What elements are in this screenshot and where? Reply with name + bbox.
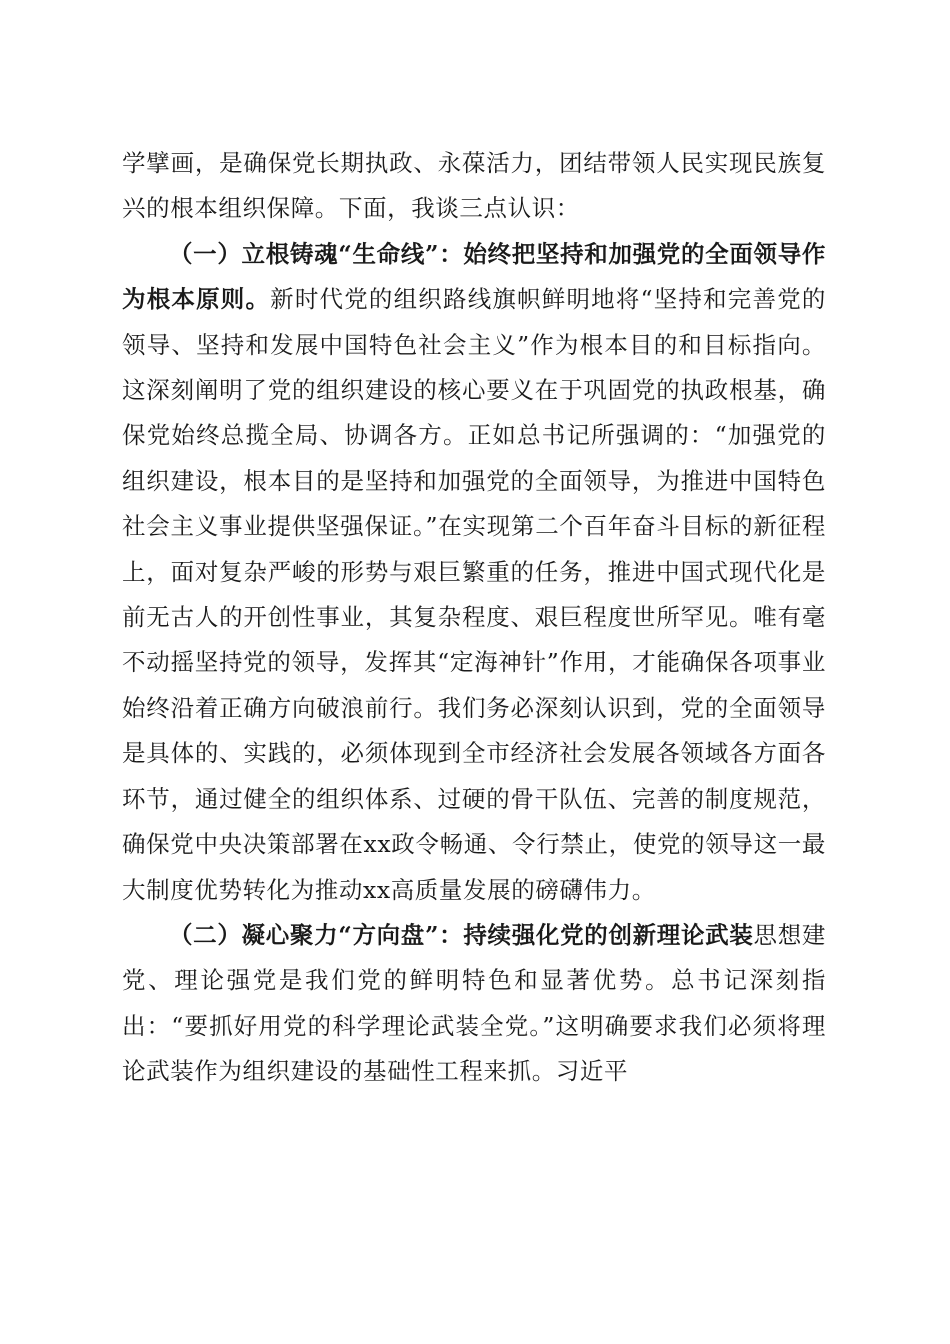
intro-paragraph (122, 141, 826, 232)
section-one-text: 新时代党的组织路线旗帜鲜明地将“坚持和完善党的领导、坚持和发展中国特色社会主义”作为根本目的和目标指向。这深刻阐明了党的组织建设的核心要义在于巩固党的执政根基，确保党始终总揽全局、协调各方。正如总书记所强调的：“加强党的组织建设，根本目的是坚持和加强党的全面领导，为推进中国特色社会主义事业提供坚强保证。”在实现第二个百年奋斗目标的新征程上，面对复杂严峻的形势与艰巨繁重的任务，推进中国式现代化是前无古人的开创性事业，其复杂程度、艰巨程度世所罕见。唯有毫不动摇坚持党的领导，发挥其“定海神针”作用，才能确保各项事业始终沿着正确方向破浪前行。我们务必深刻认识到，党的全面领导是具体的、实践的，必须体现到全市经济社会发展各领域各方面各环节，通过健全的组织体系、过硬的骨干队伍、完善的制度规范，确保党中央决策部署在xx政令畅通、令行禁止，使党的领导这一最大制度优势转化为推动xx高质量发展的磅礴伟力。 (122, 285, 826, 904)
section-one-paragraph (122, 232, 826, 913)
document-body (122, 141, 826, 1095)
section-two-heading: （二）凝心聚力“方向盘”：持续强化党的创新理论武装 (169, 920, 754, 949)
intro-paragraph-text: 学擘画，是确保党长期执政、永葆活力，团结带领人民实现民族复兴的根本组织保障。下面，我谈三点认识： (122, 149, 826, 223)
section-two-paragraph (122, 913, 826, 1095)
section-one-heading: （一）立根铸魂“生命线”：始终把坚持和加强党的全面领导作为根本原则。 (122, 239, 826, 314)
section-two-text: 思想建党、理论强党是我们党的鲜明特色和显著优势。总书记深刻指出：“要抓好用党的科学理论武装全党。”这明确要求我们必须将理论武装作为组织建设的基础性工程来抓。习近平 (122, 920, 826, 1086)
